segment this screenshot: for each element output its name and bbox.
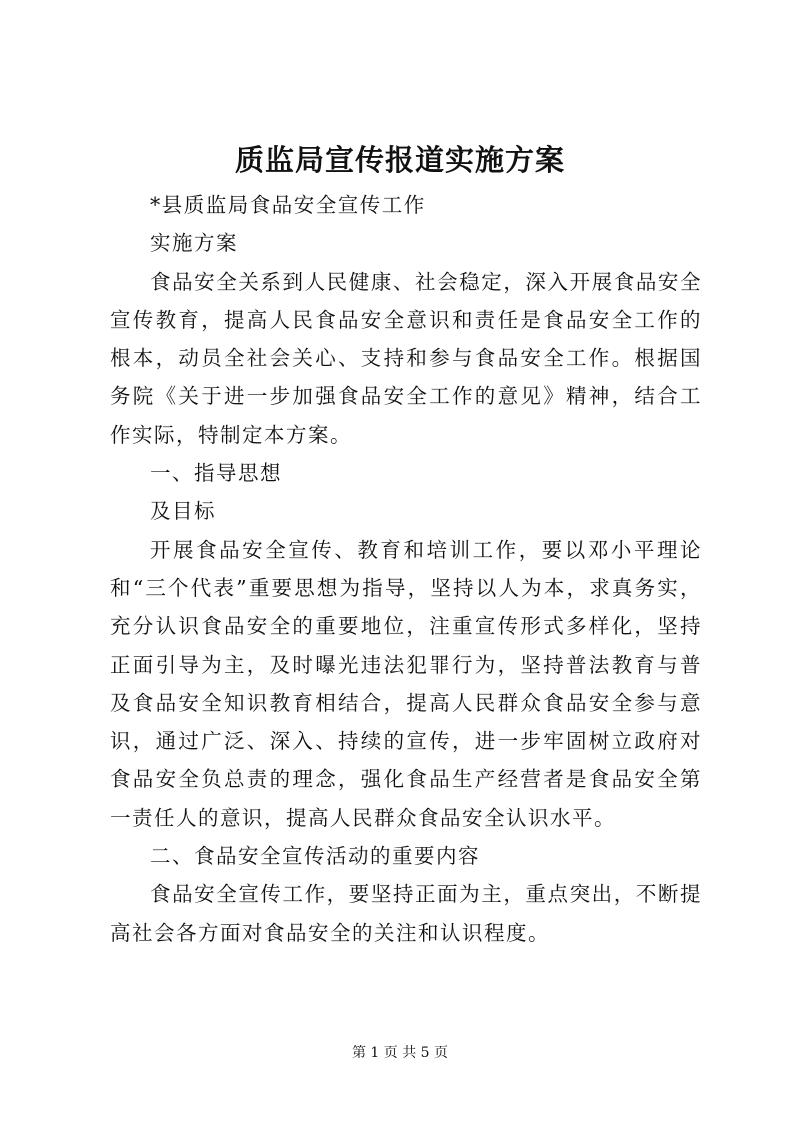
document-title: 质监局宣传报道实施方案 <box>234 143 565 177</box>
section-heading-1: 一、指导思想 <box>150 461 282 486</box>
section-heading-2: 二、食品安全宣传活动的重要内容 <box>150 844 480 869</box>
content-paragraph: 食品安全宣传工作，要坚持正面为主，重点突出，不断提高社会各方面对食品安全的关注和认识程度。 <box>110 882 702 945</box>
guiding-ideology-paragraph: 开展食品安全宣传、教育和培训工作，要以邓小平理论和“三个代表”重要思想为指导，坚持以人为本，求真务实，充分认识食品安全的重要地位，注重宣传形式多样化，坚持正面引导为主，及时曝光违法犯罪行为，坚持普法教育与普及食品安全知识教育相结合，提高人民群众食品安全参与意识，通过广泛、深入、持续的宣传，进一步牢固树立政府对食品安全负总责的理念，强化食品生产经营者是食品安全第一责任人的意识，提高人民群众食品安全认识水平。 <box>110 537 702 830</box>
page-number-footer: 第 1 页 共 5 页 <box>351 1045 449 1061</box>
subtitle-line-2: 实施方案 <box>150 231 238 256</box>
document-body <box>110 186 702 952</box>
subtitle-line-1: *县质监局食品安全宣传工作 <box>150 193 426 217</box>
intro-paragraph: 食品安全关系到人民健康、社会稳定，深入开展食品安全宣传教育，提高人民食品安全意识和责任是食品安全工作的根本，动员全社会关心、支持和参与食品安全工作。根据国务院《关于进一步加强食品安全工作的意见》精神，结合工作实际，特制定本方案。 <box>110 269 702 447</box>
section-heading-1-continued: 及目标 <box>150 499 216 524</box>
